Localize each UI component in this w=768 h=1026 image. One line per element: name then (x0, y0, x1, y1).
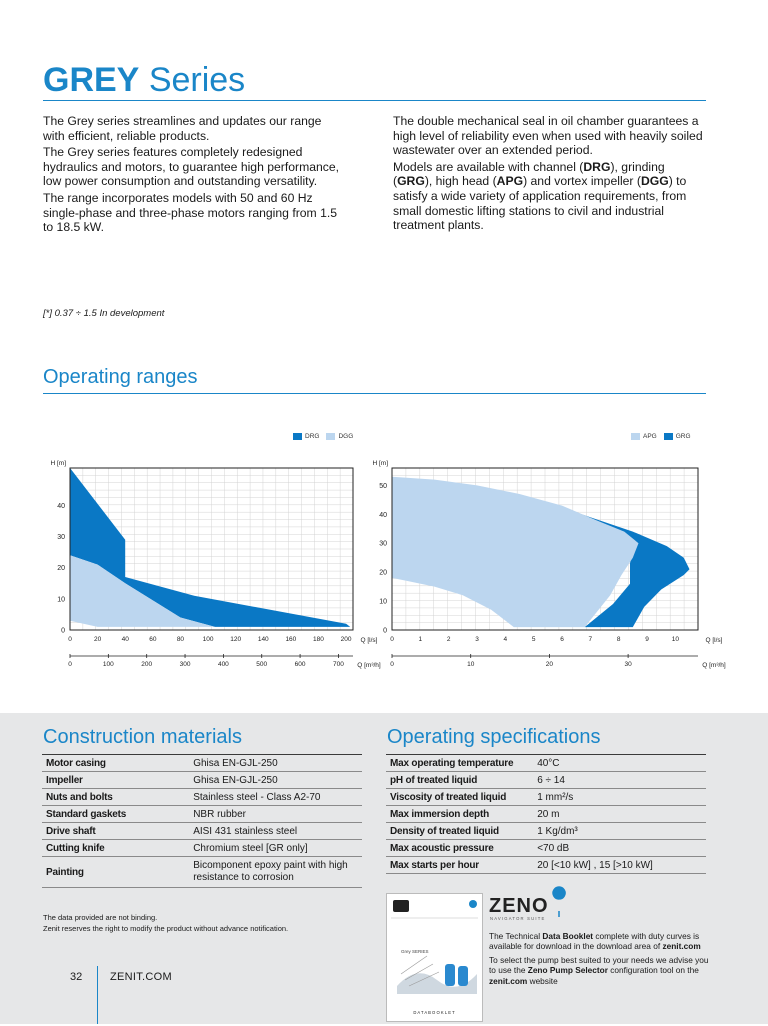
row-label: Viscosity of treated liquid (386, 789, 533, 806)
zeno-logo-text: ZENO (489, 895, 549, 917)
row-value: 6 ÷ 14 (533, 772, 706, 789)
x2-tick-label: 300 (179, 661, 191, 668)
x2-tick-label: 400 (217, 661, 229, 668)
x2-tick-label: 30 (624, 661, 632, 668)
pumps-illustration-icon (397, 956, 477, 994)
x-tick-label: 7 (588, 636, 593, 643)
x2-tick-label: 0 (390, 661, 394, 668)
page-title (43, 60, 245, 100)
row-value: 1 mm²/s (533, 789, 706, 806)
chart-drg-dgg (40, 455, 381, 670)
zeno-info-selector: To select the pump best suited to your needs we advise you to use the Zeno Pump Selector configuration tool on the zenit.com website (489, 954, 709, 986)
x2-tick-label: 20 (545, 661, 554, 668)
x-tick-label: 2 (446, 636, 451, 643)
title-rule (43, 100, 706, 101)
x-tick-label: 60 (149, 636, 157, 643)
row-label: Impeller (42, 772, 189, 789)
booklet-illustration (387, 894, 482, 1021)
x-axis-label: Q [l/s] (360, 637, 378, 644)
chart-apg-grg (365, 455, 726, 670)
disclaimer-line: The data provided are not binding. (43, 913, 158, 922)
x-tick-label: 140 (257, 636, 269, 643)
disclaimer-line: Zenit reserves the right to modify the product without advance notification. (43, 923, 289, 933)
x2-tick-label: 100 (102, 661, 114, 668)
y-tick-label: 0 (61, 627, 65, 635)
x2-tick-label: 10 (467, 661, 475, 668)
section-title-construction-materials: Construction materials (43, 726, 242, 748)
location-pin-icon (553, 887, 565, 917)
x-tick-label: 100 (202, 636, 214, 643)
y-axis-label: H [m] (372, 460, 388, 467)
zeno-logo-sub: NAVIGATOR SUITE (490, 916, 546, 921)
row-label: Cutting knife (42, 840, 189, 857)
section-title-operating-ranges: Operating ranges (43, 366, 198, 388)
specs-table (386, 754, 706, 874)
row-value: Stainless steel - Class A2-70 (189, 789, 362, 806)
legend-label: APG (643, 433, 657, 440)
y-tick-label: 10 (379, 598, 387, 606)
specs-row (386, 755, 706, 772)
page-number: 32 (70, 971, 83, 983)
x-tick-label: 20 (93, 636, 102, 643)
row-value: Ghisa EN-GJL-250 (189, 772, 362, 789)
x-tick-label: 6 (560, 636, 564, 643)
legend-label: DGG (338, 433, 354, 440)
development-note: [*] 0.37 ÷ 1.5 In development (43, 308, 165, 319)
y-tick-label: 50 (379, 482, 387, 490)
intro-paragraph: The double mechanical seal in oil chamber guarantees a high level of reliability even when used with heavily soiled wastewater over an extended period. (393, 114, 703, 158)
badge-icon (469, 900, 477, 908)
section-rule (43, 393, 706, 394)
range-area-apg (392, 477, 639, 627)
row-label: Standard gaskets (42, 806, 189, 823)
legend-swatch-dgg (326, 433, 335, 440)
row-label: Nuts and bolts (42, 789, 189, 806)
legend-swatch-grg (664, 433, 673, 440)
intro-paragraph-models: Models are available with channel (DRG), grinding (GRG), high head (APG) and vortex impeller (DGG) to satisfy a wide variety of application requirements, from small domestic lifting stations to civil and industrial treatment plants. (393, 159, 687, 233)
x-tick-label: 4 (503, 636, 508, 643)
intro-paragraph: The Grey series streamlines and updates our range with efficient, reliable products. (43, 114, 322, 143)
row-value: 20 [<10 kW] , 15 [>10 kW] (533, 857, 706, 874)
row-value: AISI 431 stainless steel (189, 823, 362, 840)
legend-label: GRG (675, 433, 691, 440)
section-title-operating-specifications: Operating specifications (387, 726, 601, 748)
zeno-info-booklet: The Technical Data Booklet complete with duty curves is available for download in the download area of zenit.com (489, 931, 701, 952)
row-label: pH of treated liquid (386, 772, 533, 789)
y-tick-label: 0 (383, 627, 387, 635)
zeno-info (489, 931, 714, 989)
y-tick-label: 30 (57, 534, 65, 542)
row-value: 1 Kg/dm³ (533, 823, 706, 840)
x-tick-label: 40 (121, 636, 129, 643)
intro-right (393, 114, 705, 235)
x-tick-label: 200 (340, 636, 352, 643)
row-value: 40°C (533, 755, 706, 772)
x2-tick-label: 500 (256, 661, 268, 668)
row-label: Painting (42, 857, 189, 888)
materials-table (42, 754, 362, 888)
x2-axis-label: Q [m³/h] (357, 662, 381, 669)
legend-left (293, 433, 353, 440)
x-axis-label: Q [l/s] (705, 637, 723, 644)
materials-row (42, 857, 362, 888)
x2-tick-label: 0 (68, 661, 72, 668)
disclaimer (43, 913, 288, 934)
y-tick-label: 40 (379, 511, 387, 519)
specs-row (386, 857, 706, 874)
materials-row (42, 840, 362, 857)
specs-row (386, 789, 706, 806)
row-label: Max acoustic pressure (386, 840, 533, 857)
materials-row (42, 789, 362, 806)
y-tick-label: 20 (379, 569, 387, 577)
x-tick-label: 10 (671, 636, 679, 643)
footer-website[interactable]: ZENIT.COM (110, 971, 172, 983)
y-tick-label: 10 (57, 596, 65, 604)
zenit-link[interactable]: zenit.com (489, 975, 528, 986)
y-tick-label: 30 (379, 540, 387, 548)
booklet-series-label: Grey SERIES (401, 949, 429, 954)
specs-row (386, 806, 706, 823)
data-booklet-cover (386, 893, 483, 1022)
x-tick-label: 0 (68, 636, 72, 643)
booklet-caption: D A T A B O O K L E T (413, 1010, 455, 1015)
intro-left (43, 114, 343, 237)
x-tick-label: 160 (285, 636, 297, 643)
materials-row (42, 806, 362, 823)
row-label: Max starts per hour (386, 857, 533, 874)
materials-row (42, 823, 362, 840)
x-tick-label: 180 (313, 636, 324, 643)
materials-row (42, 755, 362, 772)
intro-paragraph: The range incorporates models with 50 and 60 Hz single-phase and three-phase motors ranging from 1.5 to 18.5 kW. (43, 190, 338, 235)
y-tick-label: 20 (57, 565, 65, 573)
x-tick-label: 9 (645, 636, 649, 643)
footer-rule (97, 966, 98, 1024)
legend-label: DRG (305, 433, 320, 440)
specs-row (386, 823, 706, 840)
title-bold: GREY (43, 61, 140, 99)
row-label: Motor casing (42, 755, 189, 772)
row-label: Max operating temperature (386, 755, 533, 772)
intro-paragraph: The Grey series features completely redesigned hydraulics and motors, to guarantee high performance, low power consumption and outstanding versatility. (43, 145, 340, 189)
row-value: NBR rubber (189, 806, 362, 823)
x-tick-label: 5 (531, 636, 536, 643)
legend-swatch-drg (293, 433, 302, 440)
row-label: Drive shaft (42, 823, 189, 840)
zenit-logo-icon (393, 900, 409, 912)
x-tick-label: 3 (475, 636, 479, 643)
x-tick-label: 1 (418, 636, 423, 643)
x2-tick-label: 200 (141, 661, 153, 668)
row-label: Max immersion depth (386, 806, 533, 823)
y-tick-label: 40 (57, 502, 65, 510)
row-value: <70 dB (533, 840, 706, 857)
y-axis-label: H [m] (50, 460, 66, 467)
x-tick-label: 80 (176, 636, 185, 643)
title-rest: Series (148, 61, 246, 99)
row-value: Chromium steel [GR only] (189, 840, 362, 857)
x-tick-label: 0 (390, 636, 394, 643)
zeno-logo (489, 893, 579, 926)
legend-right (631, 433, 691, 440)
zenit-link[interactable]: zenit.com (662, 941, 701, 952)
specs-row (386, 840, 706, 857)
row-value: Bicomponent epoxy paint with high resistance to corrosion (189, 857, 362, 888)
x2-tick-label: 600 (294, 661, 306, 668)
x2-axis-label: Q [m³/h] (702, 662, 726, 669)
zeno-logo-graphic (489, 893, 579, 921)
legend-swatch-apg (631, 433, 640, 440)
x2-tick-label: 700 (332, 661, 344, 668)
row-value: 20 m (533, 806, 706, 823)
specs-row (386, 772, 706, 789)
row-value: Ghisa EN-GJL-250 (189, 755, 362, 772)
materials-row (42, 772, 362, 789)
x-tick-label: 8 (616, 636, 621, 643)
row-label: Density of treated liquid (386, 823, 533, 840)
x-tick-label: 120 (230, 636, 242, 643)
